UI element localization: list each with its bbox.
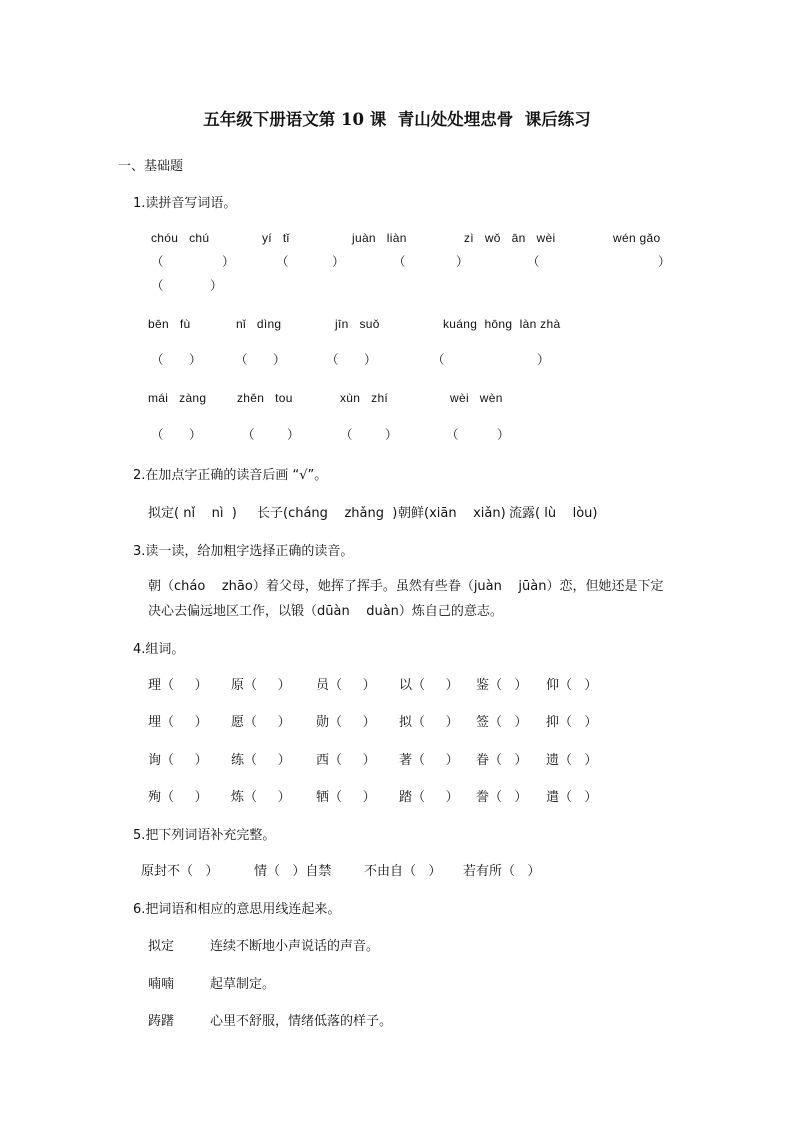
pinyin-zhentou: zhěn tou: [237, 391, 293, 405]
answer-blank-close: ）: [189, 427, 202, 442]
q4-cell: 签（ ）: [476, 715, 528, 730]
pinyin-benfu: bēn fù: [148, 317, 191, 331]
q4-cell: 抑（ ）: [546, 715, 598, 730]
q4-cell: 员（ ）: [316, 678, 376, 693]
q2-item-zhangzi: 长子(cháng zhǎng ): [257, 506, 398, 521]
pinyin-chouchu: chóu chú: [151, 231, 210, 245]
q4-cell: 原（ ）: [231, 678, 291, 693]
q6-meaning: 心里不舒服，情绪低落的样子。: [210, 1014, 393, 1029]
q4-cell: 以（ ）: [399, 678, 459, 693]
answer-blank-close: ）: [364, 352, 377, 367]
q4-cell: 殉（ ）: [148, 790, 208, 805]
q3-heading: 3.读一读，给加粗字选择正确的读音。: [133, 544, 354, 559]
q6-meaning: 起草制定。: [210, 977, 276, 992]
answer-blank-close: ）: [497, 427, 510, 442]
q4-cell: 牺（ ）: [316, 790, 376, 805]
pinyin-wengao: wén gǎo: [613, 231, 661, 245]
answer-blank-open: （: [235, 352, 248, 367]
answer-blank-open: （: [340, 427, 353, 442]
q5-item: 不由自（ ）: [364, 864, 442, 879]
q4-cell: 愿（ ）: [231, 715, 291, 730]
q4-cell: 西（ ）: [316, 753, 376, 768]
q2-item-chaoxian: 朝鲜(xiān xiǎn): [398, 506, 506, 521]
answer-blank-open: （: [326, 352, 339, 367]
answer-blank-open: （: [151, 254, 164, 269]
q4-cell: 遗（ ）: [546, 753, 598, 768]
q4-cell: 眷（ ）: [476, 753, 528, 768]
q2-heading: 2.在加点字正确的读音后画 “√”。: [133, 468, 328, 483]
q1-heading: 1.读拼音写词语。: [133, 196, 237, 211]
q2-item-liulu: 流露( lù lòu): [509, 506, 598, 521]
q4-cell: 理（ ）: [148, 678, 208, 693]
q6-heading: 6.把词语和相应的意思用线连起来。: [133, 902, 341, 917]
pinyin-weiwen: wèi wèn: [450, 391, 503, 405]
answer-blank-open: （: [446, 427, 459, 442]
answer-blank-close: ）: [189, 352, 202, 367]
q6-meaning: 连续不断地小声说话的声音。: [210, 939, 380, 954]
q5-item: 若有所（ ）: [463, 864, 541, 879]
q4-cell: 鉴（ ）: [476, 678, 528, 693]
q5-heading: 5.把下列词语补充完整。: [133, 828, 276, 843]
q4-cell: 遣（ ）: [546, 790, 598, 805]
answer-blank-close: ）: [287, 427, 300, 442]
answer-blank-open: （: [151, 352, 164, 367]
pinyin-ziwoanwei: zì wǒ ān wèi: [464, 231, 556, 245]
pinyin-niding: nǐ dìng: [236, 317, 282, 331]
q5-item: 原封不（ ）: [141, 864, 219, 879]
q4-cell: 誊（ ）: [476, 790, 528, 805]
q4-cell: 练（ ）: [231, 753, 291, 768]
q4-cell: 拟（ ）: [399, 715, 459, 730]
q3-paragraph-line-1: 朝（cháo zhāo）着父母，她挥了挥手。虽然有些眷（juàn jūàn）恋，但她还是下定: [148, 579, 664, 594]
q6-word: 喃喃: [148, 977, 175, 992]
pinyin-maizang: mái zàng: [148, 391, 207, 405]
answer-blank-open: （: [151, 278, 164, 293]
q4-heading: 4.组词。: [133, 642, 185, 657]
answer-blank-close: ）: [658, 254, 671, 269]
answer-blank-close: ）: [537, 352, 550, 367]
q4-cell: 埋（ ）: [148, 715, 208, 730]
q4-cell: 踏（ ）: [399, 790, 459, 805]
q3-paragraph-line-2: 决心去偏远地区工作，以锻（dūàn duàn）炼自己的意志。: [148, 604, 503, 619]
q4-cell: 勋（ ）: [316, 715, 376, 730]
pinyin-yiti: yí tǐ: [262, 231, 290, 245]
answer-blank-open: （: [242, 427, 255, 442]
answer-blank-close: ）: [332, 254, 345, 269]
answer-blank-close: ）: [273, 352, 286, 367]
answer-blank-open: （: [393, 254, 406, 269]
answer-blank-close: ）: [210, 278, 223, 293]
page-title: 五年级下册语文第 10 课 青山处处埋忠骨 课后练习: [203, 110, 591, 129]
answer-blank-close: ）: [385, 427, 398, 442]
answer-blank-close: ）: [222, 254, 235, 269]
pinyin-xunzhi: xùn zhí: [340, 391, 389, 405]
section-heading-basic: 一、基础题: [118, 159, 184, 174]
answer-blank-open: （: [151, 427, 164, 442]
q2-item-niding: 拟定( nǐ nì ): [148, 506, 237, 521]
q6-word: 拟定: [148, 939, 175, 954]
answer-blank-open: （: [276, 254, 289, 269]
q5-item: 情（ ）自禁: [254, 864, 332, 879]
q6-word: 踌躇: [148, 1014, 175, 1029]
answer-blank-close: ）: [456, 254, 469, 269]
q4-cell: 炼（ ）: [231, 790, 291, 805]
answer-blank-open: （: [432, 352, 445, 367]
pinyin-jinsuo: jīn suǒ: [335, 317, 380, 331]
pinyin-kuanghonglanzha: kuáng hōng làn zhà: [443, 317, 561, 331]
q4-cell: 仰（ ）: [546, 678, 598, 693]
q4-cell: 询（ ）: [148, 753, 208, 768]
q4-cell: 著（ ）: [399, 753, 459, 768]
pinyin-juanlian: juàn liàn: [352, 231, 407, 245]
answer-blank-open: （: [527, 254, 540, 269]
